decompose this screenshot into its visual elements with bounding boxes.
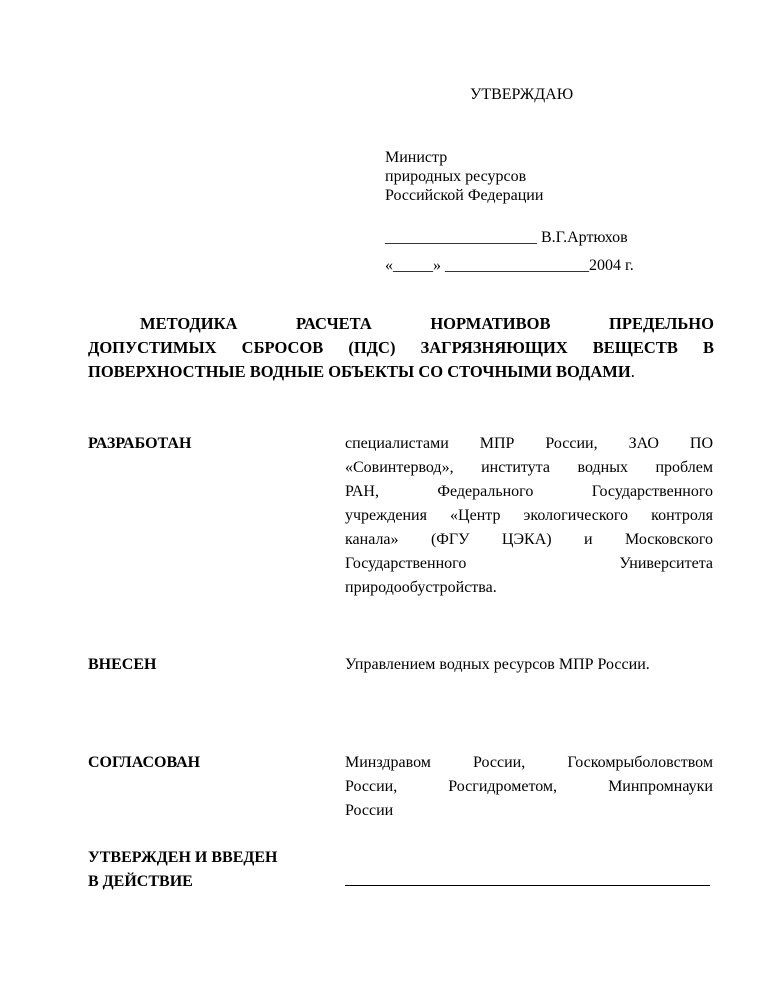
title-word: ВЕЩЕСТВ bbox=[592, 338, 678, 357]
word: ПО bbox=[689, 435, 713, 452]
word: ЗАО bbox=[628, 435, 659, 452]
developed-line bbox=[345, 432, 713, 456]
introduced-text: Управлением водных ресурсов МПР России. bbox=[345, 656, 650, 673]
developed-line bbox=[345, 528, 713, 552]
developed-line bbox=[345, 504, 713, 528]
word: Минздравом bbox=[345, 754, 431, 771]
title-word: ПРЕДЕЛЬНО bbox=[609, 314, 714, 333]
approved-label-line: УТВЕРЖДЕН И ВВЕДЕН bbox=[88, 849, 278, 866]
developed-value bbox=[345, 432, 713, 600]
introduced-value bbox=[345, 653, 713, 677]
position-line: Министр bbox=[385, 149, 448, 166]
agreed-value bbox=[345, 751, 713, 823]
word: МПР bbox=[479, 435, 515, 452]
document-title bbox=[88, 312, 714, 384]
title-text: ПОВЕРХНОСТНЫЕ ВОДНЫЕ ОБЪЕКТЫ СО СТОЧНЫМИ ВОДАМИ bbox=[88, 362, 631, 381]
word: специалистами bbox=[345, 435, 449, 452]
word: Университета bbox=[619, 555, 713, 572]
word: водных bbox=[577, 459, 628, 476]
approved-label bbox=[88, 846, 278, 894]
developed-line bbox=[345, 480, 713, 504]
developed-label: РАЗРАБОТАН bbox=[88, 435, 192, 452]
developed-line: природообустройства. bbox=[345, 579, 497, 596]
approved-label-line: В ДЕЙСТВИЕ bbox=[88, 873, 193, 890]
approval-heading: УТВЕРЖДАЮ bbox=[470, 86, 574, 103]
word: Федерального bbox=[437, 483, 534, 500]
word: экологического bbox=[523, 507, 629, 524]
agreed-line bbox=[345, 775, 713, 799]
title-word: В bbox=[702, 338, 714, 357]
title-word: (ПДС) bbox=[348, 338, 396, 357]
blank-underline bbox=[345, 885, 710, 886]
minister-position bbox=[385, 148, 543, 205]
word: контроля bbox=[651, 507, 713, 524]
signature-line: ___________________ В.Г.Артюхов bbox=[385, 229, 628, 246]
title-word: РАСЧЕТА bbox=[296, 314, 372, 333]
word: Государственного bbox=[345, 555, 467, 572]
agreed-label: СОГЛАСОВАН bbox=[88, 754, 201, 771]
word: учреждения bbox=[345, 507, 427, 524]
word: и bbox=[584, 531, 593, 548]
word: Госкомрыболовством bbox=[567, 754, 713, 771]
word: «Центр bbox=[450, 507, 501, 524]
introduced-label: ВНЕСЕН bbox=[88, 656, 157, 673]
word: «Совинтервод», bbox=[345, 459, 454, 476]
word: канала» bbox=[345, 531, 399, 548]
word: (ФГУ bbox=[430, 531, 470, 548]
word: Московского bbox=[625, 531, 713, 548]
date-line: «_____» __________________2004 г. bbox=[385, 257, 634, 274]
agreed-line: России bbox=[345, 802, 394, 819]
word: института bbox=[481, 459, 550, 476]
developed-line bbox=[345, 456, 713, 480]
word: Государственного bbox=[591, 483, 713, 500]
developed-line bbox=[345, 552, 713, 576]
title-word: ДОПУСТИМЫХ bbox=[88, 338, 217, 357]
title-line-3 bbox=[88, 360, 714, 384]
title-word: ЗАГРЯЗНЯЮЩИХ bbox=[420, 338, 568, 357]
title-word: НОРМАТИВОВ bbox=[430, 314, 551, 333]
title-word: СБРОСОВ bbox=[241, 338, 324, 357]
word: России, bbox=[545, 435, 598, 452]
word: проблем bbox=[655, 459, 713, 476]
word: ЦЭКА) bbox=[501, 531, 552, 548]
word: Росгидрометом, bbox=[448, 778, 558, 795]
word: России, bbox=[473, 754, 526, 771]
word: России, bbox=[345, 778, 398, 795]
word: Минпромнауки bbox=[608, 778, 713, 795]
title-line-2 bbox=[88, 336, 714, 360]
title-line-1 bbox=[88, 312, 714, 336]
title-word: МЕТОДИКА bbox=[140, 314, 238, 333]
position-line: природных ресурсов bbox=[385, 168, 527, 185]
position-line: Российской Федерации bbox=[385, 187, 544, 204]
title-period: . bbox=[630, 362, 635, 381]
word: РАН, bbox=[345, 483, 379, 500]
agreed-line bbox=[345, 751, 713, 775]
